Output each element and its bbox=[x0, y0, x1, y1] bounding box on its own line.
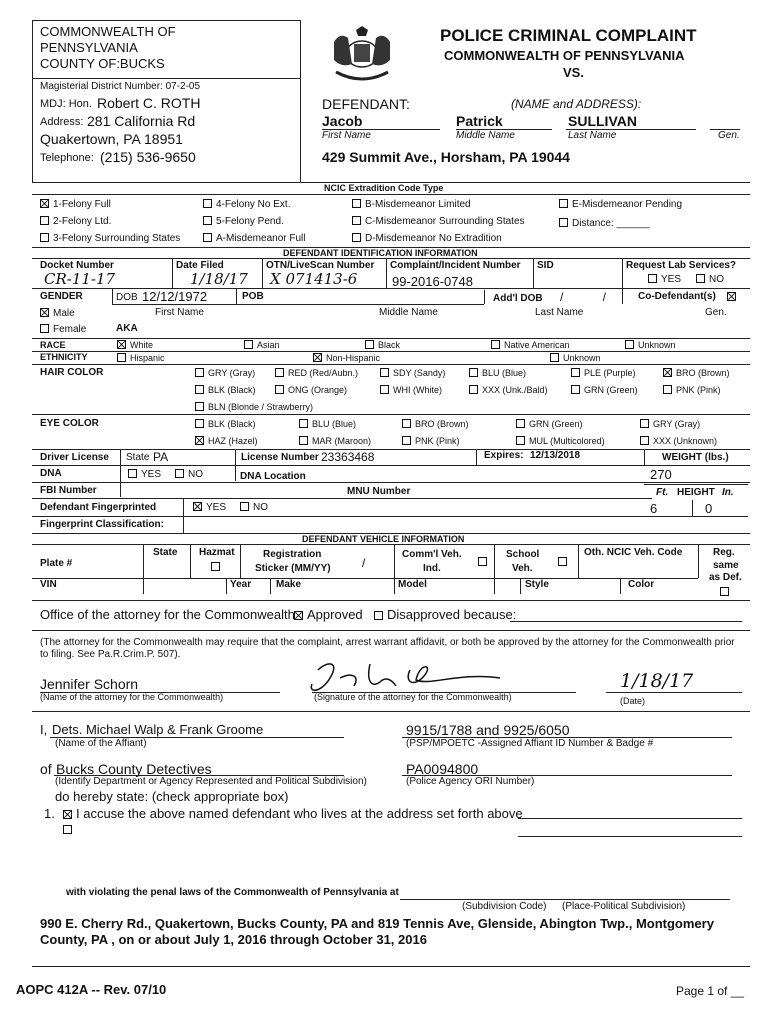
height-ft-value: 6 bbox=[650, 501, 658, 516]
ncic-label: A-Misdemeanor Full bbox=[216, 233, 306, 244]
hair-option-label: WHI (White) bbox=[393, 385, 442, 395]
ethnicity-option-label: Unknown bbox=[563, 353, 601, 363]
checkbox-icon bbox=[663, 368, 672, 377]
race-black-checkbox[interactable] bbox=[365, 340, 400, 350]
approved-checkbox[interactable] bbox=[294, 608, 363, 621]
hair-option-label: ONG (Orange) bbox=[288, 385, 348, 395]
model-label: Model bbox=[398, 579, 427, 590]
eye-option-label: HAZ (Hazel) bbox=[208, 436, 258, 446]
license-number-value: 23363468 bbox=[321, 450, 375, 464]
hazmat-checkbox[interactable] bbox=[211, 562, 224, 573]
ncic-label: C-Misdemeanor Surrounding States bbox=[365, 216, 525, 227]
department-prefix: of bbox=[40, 761, 52, 777]
approval-date-value: 1/18/17 bbox=[620, 670, 694, 692]
commercial-vehicle-checkbox[interactable] bbox=[478, 557, 491, 568]
race-asian-checkbox[interactable] bbox=[244, 340, 280, 350]
affiant-name-caption: (Name of the Affiant) bbox=[55, 738, 147, 749]
page-number: Page 1 of __ bbox=[676, 984, 745, 998]
hair-red-checkbox[interactable] bbox=[275, 368, 358, 378]
hair-option-label: RED (Red/Aubn.) bbox=[288, 368, 359, 378]
hair-bro-checkbox[interactable] bbox=[663, 368, 730, 378]
ncic-label: B-Misdemeanor Limited bbox=[365, 199, 471, 210]
checkbox-icon bbox=[696, 274, 705, 283]
hair-option-label: GRN (Green) bbox=[584, 385, 638, 395]
hair-option-label: GRY (Gray) bbox=[208, 368, 256, 378]
dob-label: DOB bbox=[116, 292, 138, 303]
female-label: Female bbox=[53, 324, 87, 335]
aka-label: AKA bbox=[116, 323, 138, 334]
checkbox-icon bbox=[299, 436, 308, 445]
complaint-number-label: Complaint/Incident Number bbox=[390, 260, 521, 271]
other-ncic-code-label: Oth. NCIC Veh. Code bbox=[584, 547, 683, 558]
checkbox-icon bbox=[352, 199, 361, 208]
school-label: School bbox=[506, 549, 540, 560]
checkbox-icon bbox=[195, 436, 204, 445]
style-label: Style bbox=[525, 579, 549, 590]
aka-middle-name-label: Middle Name bbox=[379, 307, 438, 318]
hair-option-label: BLN (Blonde / Strawberry) bbox=[208, 402, 314, 412]
checkbox-icon bbox=[275, 385, 284, 394]
hair-bln-checkbox[interactable] bbox=[195, 402, 313, 412]
date-filed-value: 1/18/17 bbox=[190, 270, 248, 288]
gender-female-checkbox[interactable] bbox=[40, 324, 86, 335]
checkbox-icon bbox=[663, 385, 672, 394]
checkbox-icon bbox=[469, 368, 478, 377]
complaint-number-value: 99-2016-0748 bbox=[392, 274, 473, 289]
eye-xxx-checkbox[interactable] bbox=[640, 436, 717, 446]
ncic-label: 1-Felony Full bbox=[53, 199, 111, 210]
license-number-label: License Number bbox=[241, 452, 319, 463]
height-label: HEIGHT bbox=[677, 487, 715, 498]
aka-first-name-label: First Name bbox=[155, 307, 204, 318]
dna-yes-checkbox[interactable] bbox=[128, 469, 161, 480]
addl-dob-label: Add'l DOB bbox=[493, 293, 543, 304]
ethnicity-non-hispanic-checkbox[interactable] bbox=[313, 353, 380, 363]
pob-label: POB bbox=[242, 291, 264, 302]
height-in-value: 0 bbox=[705, 501, 713, 516]
attorney-note-line-1: (The attorney for the Commonwealth may require that the complaint, arrest warrant affidavit, or both be approved by the attorney for the Commonwealth prior bbox=[40, 637, 735, 648]
offense-location-line-1: 990 E. Cherry Rd., Quakertown, Bucks County, PA and 819 Tennis Ave, Glenside, Abington Twp., Montgomery bbox=[40, 916, 714, 931]
eye-option-label: MAR (Maroon) bbox=[312, 436, 372, 446]
checkbox-icon bbox=[402, 419, 411, 428]
checkbox-icon bbox=[40, 199, 49, 208]
fingerprinted-no-checkbox[interactable] bbox=[240, 502, 268, 513]
do-hereby-state: do hereby state: (check appropriate box) bbox=[55, 789, 289, 804]
ethnicity-unknown-checkbox[interactable] bbox=[550, 353, 601, 363]
hair-grn-checkbox[interactable] bbox=[571, 385, 638, 395]
mdj-label: MDJ: Hon. bbox=[40, 98, 92, 110]
defendant-label: DEFENDANT: bbox=[322, 96, 410, 112]
hair-gry-checkbox[interactable] bbox=[195, 368, 255, 378]
place-political-caption: (Place-Political Subdivision) bbox=[562, 901, 686, 912]
disapproved-label: Disapproved because: bbox=[387, 607, 517, 622]
checkbox-icon bbox=[727, 292, 736, 301]
hair-option-label: PLE (Purple) bbox=[584, 368, 636, 378]
driver-license-label: Driver License bbox=[40, 452, 109, 463]
checkbox-icon bbox=[195, 385, 204, 394]
ncic-label: 4-Felony No Ext. bbox=[216, 199, 291, 210]
eye-option-label: BLK (Black) bbox=[208, 419, 256, 429]
expires-label: Expires: bbox=[484, 450, 524, 461]
defendant-last-name: SULLIVAN bbox=[568, 113, 637, 129]
violation-text: with violating the penal laws of the Commonwealth of Pennsylvania at bbox=[66, 887, 399, 898]
registration-label: Registration bbox=[263, 549, 322, 560]
otn-value: X 071413-6 bbox=[270, 270, 358, 288]
mnu-number-label: MNU Number bbox=[347, 486, 411, 497]
affiant-name: Dets. Michael Walp & Frank Groome bbox=[52, 722, 264, 737]
school-veh-label: Veh. bbox=[512, 563, 533, 574]
eye-bro-checkbox[interactable] bbox=[402, 419, 469, 429]
hair-blk-checkbox[interactable] bbox=[195, 385, 256, 395]
ncic-4-felony-no-ext[interactable] bbox=[203, 199, 290, 210]
fingerprinted-yes-checkbox[interactable] bbox=[193, 502, 226, 513]
hair-color-label: HAIR COLOR bbox=[40, 367, 104, 378]
race-option-label: Black bbox=[378, 340, 401, 350]
checkbox-icon bbox=[478, 557, 487, 566]
eye-gry-checkbox[interactable] bbox=[640, 419, 700, 429]
checkbox-icon bbox=[63, 825, 72, 834]
plate-label: Plate # bbox=[40, 558, 73, 569]
approved-label: Approved bbox=[307, 607, 363, 622]
hair-option-label: BLK (Black) bbox=[208, 385, 256, 395]
ethnicity-hispanic-checkbox[interactable] bbox=[117, 353, 165, 363]
checkbox-icon bbox=[558, 557, 567, 566]
ncic-label: 3-Felony Surrounding States bbox=[53, 233, 181, 244]
checkbox-icon bbox=[380, 385, 389, 394]
ncic-label: 2-Felony Ltd. bbox=[53, 216, 112, 227]
checkbox-icon bbox=[352, 233, 361, 242]
department-value: Bucks County Detectives bbox=[56, 761, 212, 777]
fingerprint-classification-label: Fingerprint Classification: bbox=[40, 519, 164, 530]
mdj-address-line-2: Quakertown, PA 18951 bbox=[40, 131, 183, 147]
ncic-label: E-Misdemeanor Pending bbox=[572, 199, 683, 210]
year-label: Year bbox=[230, 579, 252, 590]
eye-option-label: PNK (Pink) bbox=[415, 436, 460, 446]
badge-number-value: 9915/1788 and 9925/6050 bbox=[406, 722, 570, 738]
checkbox-icon bbox=[365, 340, 374, 349]
checkbox-icon bbox=[195, 419, 204, 428]
attorney-name: Jennifer Schorn bbox=[40, 676, 139, 692]
ncic-5-felony-pend[interactable] bbox=[203, 216, 284, 227]
gender-male-checkbox[interactable] bbox=[40, 308, 75, 319]
hair-option-label: XXX (Unk./Bald) bbox=[482, 385, 548, 395]
checkbox-icon bbox=[40, 324, 49, 333]
aka-gen-label: Gen. bbox=[705, 307, 727, 318]
vehicle-state-label: State bbox=[153, 547, 178, 558]
vehicle-title: DEFENDANT VEHICLE INFORMATION bbox=[302, 534, 465, 544]
docket-label: Docket Number bbox=[40, 260, 114, 271]
race-option-label: White bbox=[130, 340, 154, 350]
checkbox-icon bbox=[211, 562, 220, 571]
checkbox-icon bbox=[516, 436, 525, 445]
checkbox-icon bbox=[380, 368, 389, 377]
checkbox-icon bbox=[195, 368, 204, 377]
reg-same-checkbox[interactable] bbox=[720, 587, 733, 598]
race-native-american-checkbox[interactable] bbox=[491, 340, 570, 350]
hazmat-label: Hazmat bbox=[199, 547, 235, 558]
attorney-name-caption: (Name of the attorney for the Commonwealth) bbox=[40, 692, 224, 702]
commercial-vehicle-label: Comm'l Veh. bbox=[402, 549, 462, 560]
attorney-note-line-2: to filing. See Pa.R.Crim.P. 507). bbox=[40, 649, 181, 660]
hair-pnk-checkbox[interactable] bbox=[663, 385, 721, 395]
sticker-label: Sticker (MM/YY) bbox=[255, 563, 331, 574]
dna-no-checkbox[interactable] bbox=[175, 469, 203, 480]
ethnicity-label: ETHNICITY bbox=[40, 352, 88, 362]
gender-label: GENDER bbox=[40, 291, 83, 302]
lab-no-checkbox[interactable] bbox=[696, 274, 724, 285]
alternate-checkbox[interactable] bbox=[63, 822, 76, 835]
otn-label: OTN/LiveScan Number bbox=[266, 260, 375, 271]
affiant-prefix: I, bbox=[40, 722, 48, 737]
no-label: NO bbox=[188, 469, 203, 480]
offense-location-line-2: County, PA , on or about July 1, 2016 through October 31, 2016 bbox=[40, 932, 427, 947]
weight-label: WEIGHT (lbs.) bbox=[662, 452, 729, 463]
telephone-value: (215) 536-9650 bbox=[100, 149, 196, 165]
license-state-value: PA bbox=[153, 450, 169, 464]
department-caption: (Identify Department or Agency Represented and Political Subdivision) bbox=[55, 776, 367, 787]
checkbox-icon bbox=[559, 199, 568, 208]
checkbox-icon bbox=[40, 216, 49, 225]
commercial-ind-label: Ind. bbox=[423, 563, 441, 574]
hair-option-label: BRO (Brown) bbox=[676, 368, 730, 378]
date-filed-label: Date Filed bbox=[176, 260, 224, 271]
eye-option-label: GRN (Green) bbox=[529, 419, 583, 429]
hair-option-label: SDY (Sandy) bbox=[393, 368, 446, 378]
checkbox-icon bbox=[299, 419, 308, 428]
checkbox-icon bbox=[640, 436, 649, 445]
codefendant-label: Co-Defendant(s) bbox=[638, 291, 716, 302]
checkbox-icon bbox=[559, 218, 568, 227]
same-label: same bbox=[713, 560, 739, 571]
checkbox-icon bbox=[63, 810, 72, 819]
pennsylvania-seal-icon bbox=[326, 24, 398, 90]
vs-label: VS. bbox=[563, 65, 584, 80]
name-address-label: (NAME and ADDRESS): bbox=[511, 97, 642, 111]
codefendant-checkbox[interactable] bbox=[727, 292, 740, 303]
reg-label: Reg. bbox=[713, 547, 735, 558]
yes-label: YES bbox=[141, 469, 162, 480]
ncic-label: Distance: ______ bbox=[572, 218, 650, 229]
disapproved-checkbox[interactable] bbox=[374, 608, 516, 621]
checkbox-icon bbox=[203, 199, 212, 208]
aka-last-name-label: Last Name bbox=[535, 307, 584, 318]
ncic-d-misdemeanor-no-extradition[interactable] bbox=[352, 233, 502, 244]
eye-pnk-checkbox[interactable] bbox=[402, 436, 460, 446]
no-label: NO bbox=[253, 502, 268, 513]
first-name-caption: First Name bbox=[322, 130, 371, 141]
badge-number-caption: (PSP/MPOETC -Assigned Affiant ID Number & Badge # bbox=[406, 738, 654, 749]
ori-number-value: PA0094800 bbox=[406, 761, 479, 777]
addl-dob-value: / / bbox=[560, 290, 625, 304]
checkbox-icon bbox=[175, 469, 184, 478]
checkbox-icon bbox=[203, 216, 212, 225]
checkbox-icon bbox=[40, 233, 49, 242]
ncic-title: NCIC Extradition Code Type bbox=[324, 183, 444, 193]
weight-value: 270 bbox=[650, 467, 672, 482]
make-label: Make bbox=[276, 579, 302, 590]
checkbox-icon bbox=[374, 611, 383, 620]
eye-option-label: XXX (Unknown) bbox=[653, 436, 718, 446]
hair-blu-checkbox[interactable] bbox=[469, 368, 526, 378]
accuse-checkbox[interactable] bbox=[63, 807, 523, 820]
vin-label: VIN bbox=[40, 579, 57, 590]
no-label: NO bbox=[709, 274, 724, 285]
office-attorney-text: Office of the attorney for the Commonwealth bbox=[40, 607, 295, 622]
ncic-a-misdemeanor-full[interactable] bbox=[203, 233, 305, 244]
eye-color-label: EYE COLOR bbox=[40, 418, 99, 429]
fbi-number-label: FBI Number bbox=[40, 485, 97, 496]
checkbox-icon bbox=[244, 340, 253, 349]
last-name-caption: Last Name bbox=[568, 130, 617, 141]
lab-yes-checkbox[interactable] bbox=[648, 274, 681, 285]
school-vehicle-checkbox[interactable] bbox=[558, 557, 571, 568]
ori-number-caption: (Police Agency ORI Number) bbox=[406, 776, 535, 787]
checkbox-icon bbox=[625, 340, 634, 349]
race-option-label: Unknown bbox=[638, 340, 676, 350]
ncic-c-misdemeanor-surrounding[interactable] bbox=[352, 216, 525, 227]
hair-option-label: BLU (Blue) bbox=[482, 368, 527, 378]
fingerprinted-label: Defendant Fingerprinted bbox=[40, 502, 157, 513]
dna-location-label: DNA Location bbox=[240, 471, 306, 482]
gen-caption: Gen. bbox=[718, 130, 740, 141]
page-title: POLICE CRIMINAL COMPLAINT bbox=[440, 26, 697, 45]
color-label: Color bbox=[628, 579, 655, 590]
county-label: COUNTY OF:BUCKS bbox=[40, 56, 165, 71]
telephone-label: Telephone: bbox=[40, 152, 94, 164]
checkbox-icon bbox=[117, 340, 126, 349]
ncic-label: 5-Felony Pend. bbox=[216, 216, 284, 227]
eye-blk-checkbox[interactable] bbox=[195, 419, 256, 429]
checkbox-icon bbox=[469, 385, 478, 394]
height-ft-label: Ft. bbox=[656, 487, 669, 498]
eye-mul-checkbox[interactable] bbox=[516, 436, 605, 446]
ethnicity-option-label: Non-Hispanic bbox=[326, 353, 381, 363]
defendant-middle-name: Patrick bbox=[456, 113, 503, 129]
checkbox-icon bbox=[275, 368, 284, 377]
checkbox-icon bbox=[203, 233, 212, 242]
eye-haz-checkbox[interactable] bbox=[195, 436, 258, 446]
checkbox-icon bbox=[571, 385, 580, 394]
dob-value: 12/12/1972 bbox=[142, 289, 208, 304]
eye-mar-checkbox[interactable] bbox=[299, 436, 371, 446]
eye-grn-checkbox[interactable] bbox=[516, 419, 583, 429]
checkbox-icon bbox=[640, 419, 649, 428]
ncic-e-misdemeanor-pending[interactable] bbox=[559, 199, 682, 210]
sid-label: SID bbox=[537, 260, 554, 271]
checkbox-icon bbox=[294, 611, 303, 620]
checkbox-icon bbox=[571, 368, 580, 377]
checkbox-icon bbox=[313, 353, 322, 362]
mdj-name: Robert C. ROTH bbox=[97, 95, 201, 111]
male-label: Male bbox=[53, 308, 75, 319]
eye-option-label: GRY (Gray) bbox=[653, 419, 701, 429]
hair-ple-checkbox[interactable] bbox=[571, 368, 636, 378]
checkbox-icon bbox=[516, 419, 525, 428]
form-id: AOPC 412A -- Rev. 07/10 bbox=[16, 982, 167, 997]
ncic-distance[interactable] bbox=[559, 218, 650, 229]
identification-title: DEFENDANT IDENTIFICATION INFORMATION bbox=[283, 248, 478, 258]
sticker-value: / bbox=[362, 556, 366, 570]
eye-option-label: MUL (Multicolored) bbox=[529, 436, 605, 446]
commonwealth-line-1: COMMONWEALTH OF bbox=[40, 24, 176, 39]
address-label: Address: bbox=[40, 116, 84, 128]
docket-value: CR-11-17 bbox=[44, 270, 116, 288]
checkbox-icon bbox=[117, 353, 126, 362]
attorney-signature-caption: (Signature of the attorney for the Commonwealth) bbox=[314, 692, 512, 702]
yes-label: YES bbox=[661, 274, 682, 285]
checkbox-icon bbox=[195, 402, 204, 411]
ncic-label: D-Misdemeanor No Extradition bbox=[365, 233, 502, 244]
eye-option-label: BRO (Brown) bbox=[415, 419, 469, 429]
middle-name-caption: Middle Name bbox=[456, 130, 515, 141]
yes-label: YES bbox=[206, 502, 227, 513]
hair-xxx-checkbox[interactable] bbox=[469, 385, 548, 395]
checkbox-icon bbox=[720, 587, 729, 596]
ethnicity-option-label: Hispanic bbox=[130, 353, 165, 363]
hair-ong-checkbox[interactable] bbox=[275, 385, 347, 395]
approval-date-caption: (Date) bbox=[620, 696, 646, 706]
hair-option-label: PNK (Pink) bbox=[676, 385, 721, 395]
commonwealth-line-2: PENNSYLVANIA bbox=[40, 40, 138, 55]
race-label: RACE bbox=[40, 340, 66, 350]
eye-blu-checkbox[interactable] bbox=[299, 419, 356, 429]
accuse-label: I accuse the above named defendant who lives at the address set forth above bbox=[76, 806, 523, 821]
defendant-address: 429 Summit Ave., Horsham, PA 19044 bbox=[322, 149, 570, 165]
height-in-label: In. bbox=[722, 487, 734, 498]
hair-sdy-checkbox[interactable] bbox=[380, 368, 445, 378]
checkbox-icon bbox=[240, 502, 249, 511]
checkbox-icon bbox=[40, 308, 49, 317]
checkbox-icon bbox=[193, 502, 202, 511]
item-1-number: 1. bbox=[44, 806, 55, 821]
as-def-label: as Def. bbox=[709, 572, 742, 583]
race-unknown-checkbox[interactable] bbox=[625, 340, 676, 350]
checkbox-icon bbox=[648, 274, 657, 283]
expires-value: 12/13/2018 bbox=[530, 450, 581, 461]
checkbox-icon bbox=[402, 436, 411, 445]
magisterial-district: Magisterial District Number: 07-2-05 bbox=[40, 81, 201, 92]
subdivision-code-caption: (Subdivision Code) bbox=[462, 901, 547, 912]
lab-services-label: Request Lab Services? bbox=[626, 260, 737, 271]
race-option-label: Native American bbox=[504, 340, 570, 350]
page-subtitle: COMMONWEALTH OF PENNSYLVANIA bbox=[444, 48, 685, 63]
ncic-3-felony-surrounding[interactable] bbox=[40, 233, 180, 244]
license-state-label: State bbox=[126, 452, 150, 463]
defendant-first-name: Jacob bbox=[322, 113, 363, 129]
checkbox-icon bbox=[550, 353, 559, 362]
ncic-b-misdemeanor-limited[interactable] bbox=[352, 199, 471, 210]
checkbox-icon bbox=[128, 469, 137, 478]
checkbox-icon bbox=[352, 216, 361, 225]
checkbox-icon bbox=[491, 340, 500, 349]
mdj-address-line-1: 281 California Rd bbox=[87, 113, 196, 129]
eye-option-label: BLU (Blue) bbox=[312, 419, 357, 429]
ncic-2-felony-ltd[interactable] bbox=[40, 216, 111, 227]
ncic-1-felony-full[interactable] bbox=[40, 199, 111, 210]
race-option-label: Asian bbox=[257, 340, 280, 350]
race-white-checkbox[interactable] bbox=[117, 340, 153, 350]
hair-whi-checkbox[interactable] bbox=[380, 385, 442, 395]
dna-label: DNA bbox=[40, 468, 62, 479]
